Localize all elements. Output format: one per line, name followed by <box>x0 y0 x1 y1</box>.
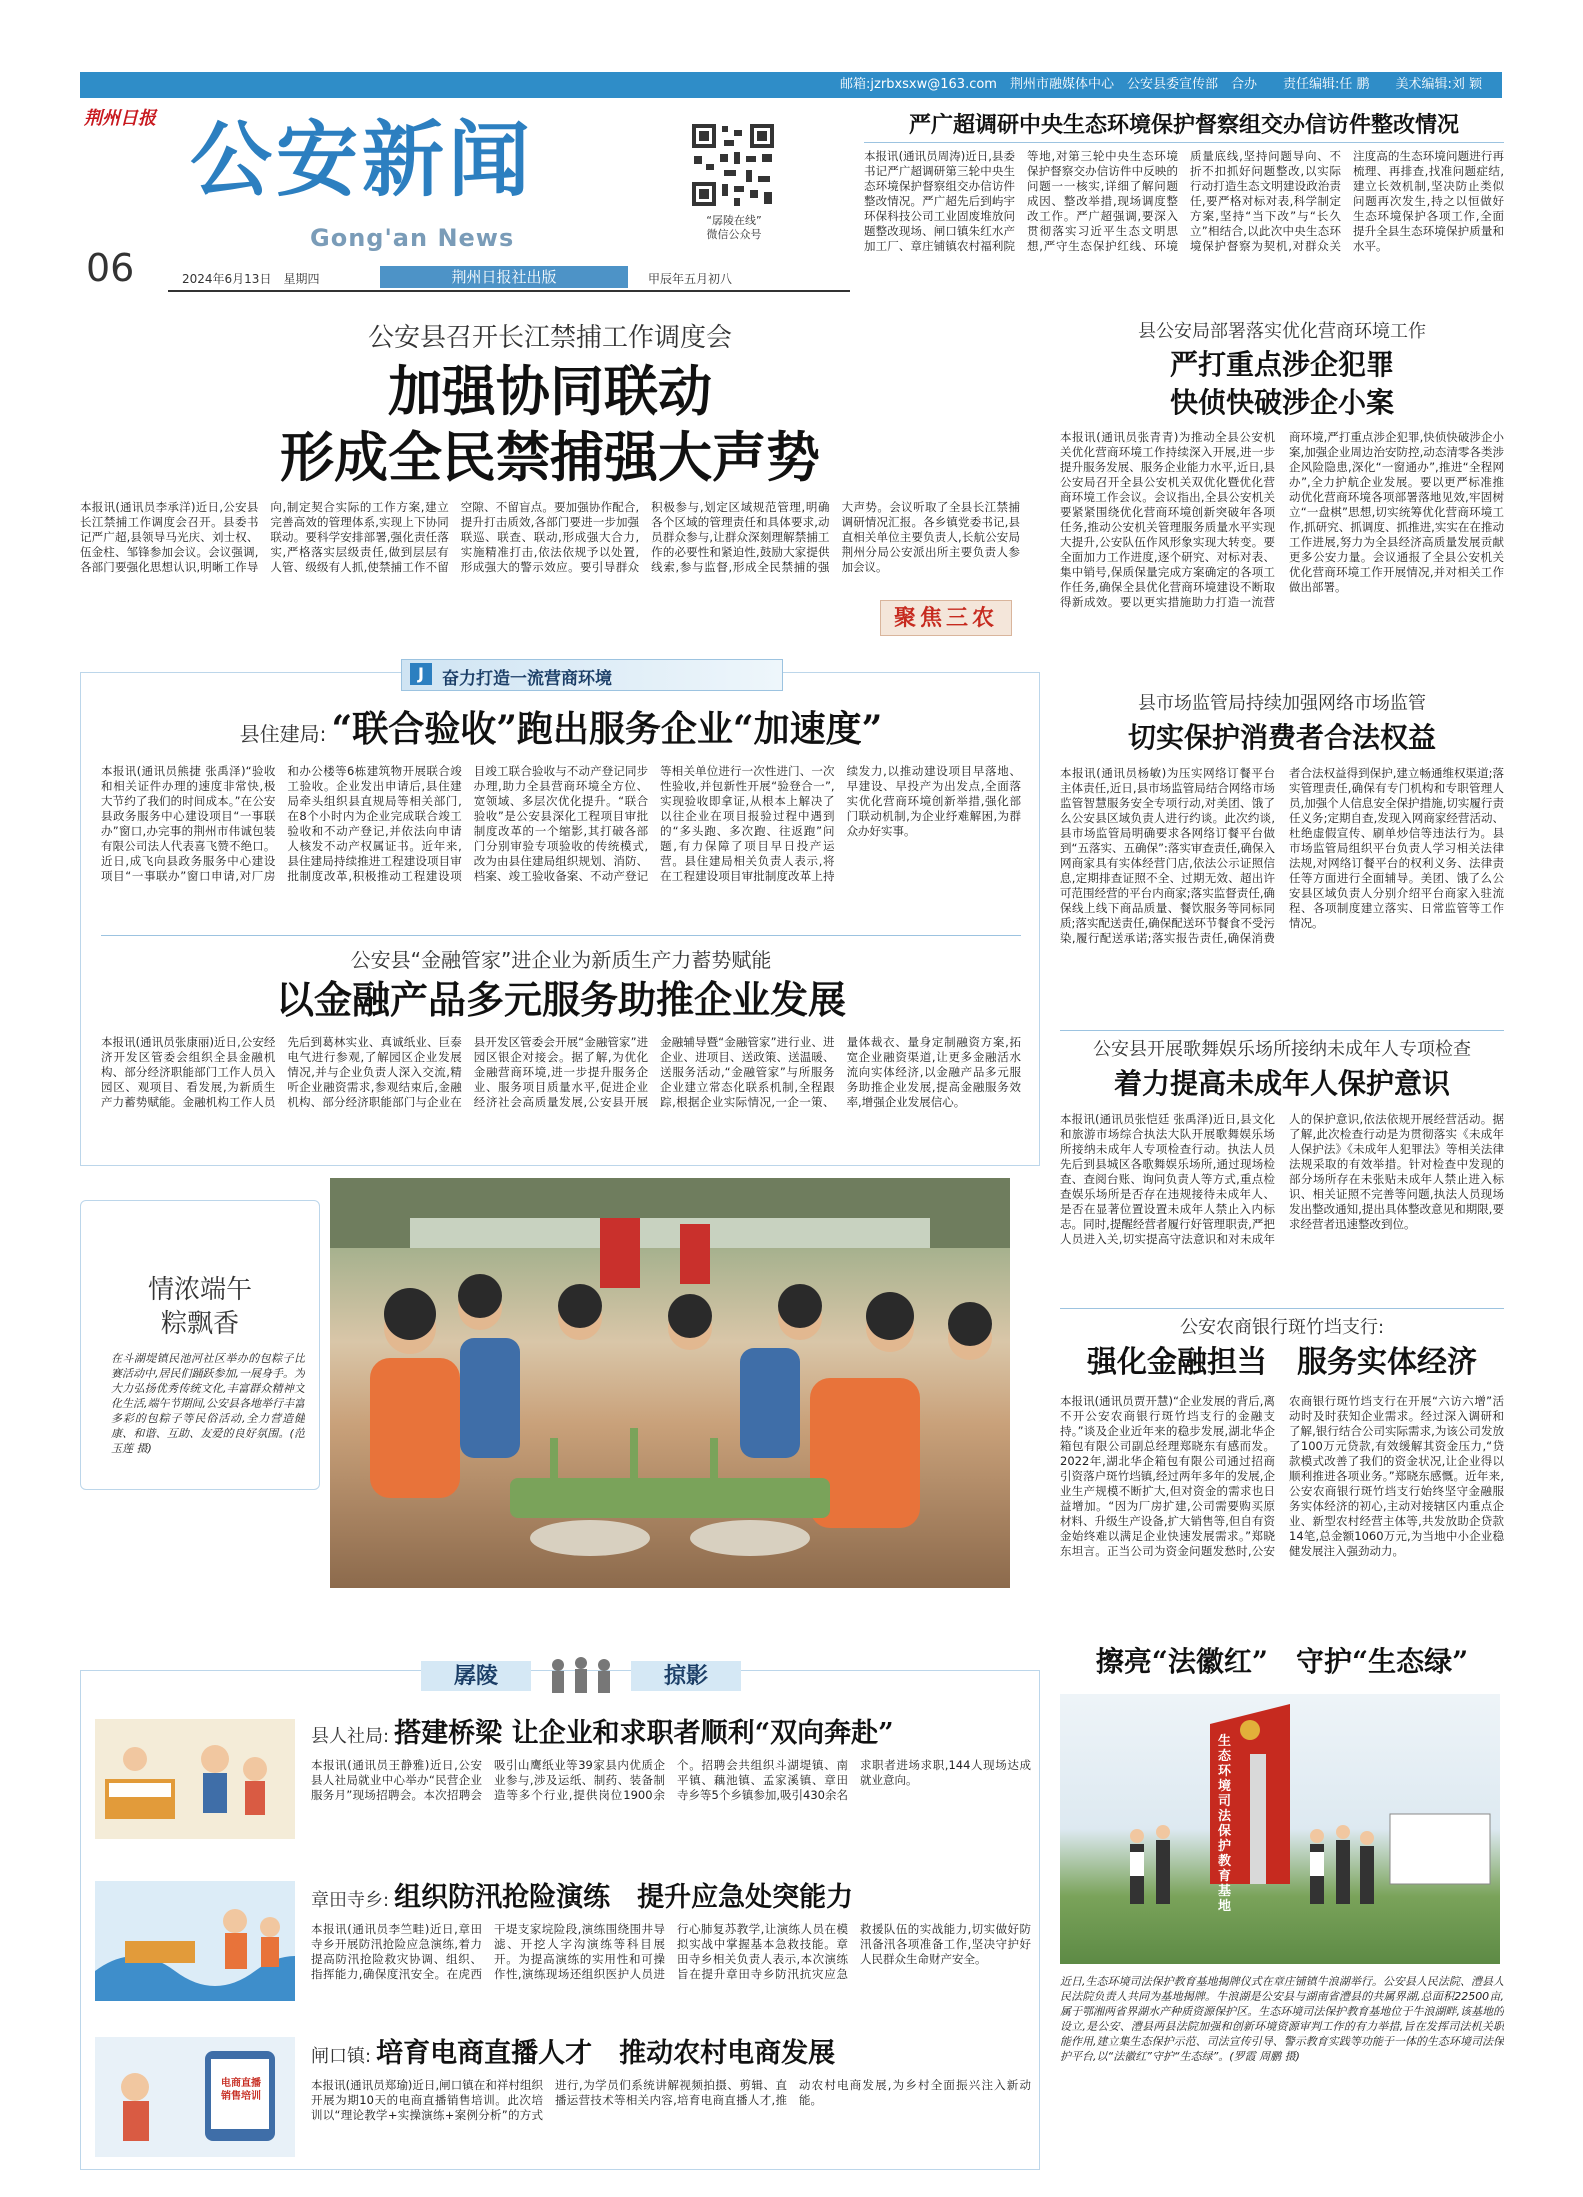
qr-code <box>688 120 778 210</box>
article-kicker: 公安县开展歌舞娱乐场所接纳未成年人专项检查 <box>1093 1039 1471 1060</box>
article-body: 本报讯(通讯员杨敏)为压实网络订餐平台主体责任,近日,县市场监管局结合网络市场监管智慧服务安全专项行动,对美团、饿了么公安县区域负责人进行约谈。此次约谈,县市场监管局明确要求各网络订餐平台做到“五落实、五确保”:落实审查责任,确保入网商家具有实体经营门店,依法公示证照信息,定期排查证照不全、过期无效、超出许可范围经营的平台内商家;落实监督责任,确保线上线下商品质量、餐饮服务等同标同质;落实配送责任,确保配送环节餐食不受污染,履行配送承诺;落实报告责任,确保消费者合法权益得到保护,建立畅通维权渠道;落实管理责任,确保有专门机构和专职管理人员,加强个人信息安全保护措施,切实履行责任义务;定期自查,发现入网商家经营活动、杜绝虚假宣传、刷单炒信等违法行为。县市场监管局组织平台负责人学习相关法律法规,对网络订餐平台的权利义务、法律责任等方面进行全面辅导。美团、饿了么公安县区域负责人分别介绍平台商家入驻流程、各项制度建立落实、日常监管等工作情况。 <box>1060 766 1504 945</box>
article-kicker: 县住建局: <box>239 722 327 746</box>
article-kicker: 县市场监管局持续加强网络市场监管 <box>1138 693 1426 714</box>
article-title: 严广超调研中央生态环境保护督察组交办信访件整改情况 <box>864 108 1504 143</box>
masthead <box>80 98 850 298</box>
photo-feature-caption: 在斗湖堤镇民池河社区举办的包粽子比赛活动中,居民们踊跃参加,一展身手。为大力弘扬优秀传统文化,丰富群众精神文化生活,端午节期间,公安县各地举行丰富多彩的包粽子等民俗活动,全力营造健康、和谐、互助、友爱的良好氛围。(范玉莲 摄) <box>111 1352 305 1455</box>
article-kicker: 公安农商银行斑竹垱支行: <box>1179 1317 1385 1338</box>
chenling-item-kicker: 章田寺乡: <box>311 1890 390 1911</box>
article-body: 本报讯(通讯员张青青)为推动全县公安机关优化营商环境工作持续深入开展,进一步提升服务发展、服务企业能力水平,近日,县公安局召开全县公安机关双优化暨优化营商环境工作会议。会议指出,全县公安机关要紧紧围绕优化营商环境创新突破年各项任务,推动公安机关管理服务质量水平实现大提升,公安队伍作风形象实现大转变。要全面加力工作进度,逐个研究、对标对表、集中销号,保质保量完成方案确定的各项工作任务,确保全县优化营商环境建设不断取得新成效。要以更实措施助力打造一流营商环境,严打重点涉企犯罪,快侦快破涉企小案,加强企业周边治安防控,动态清零各类涉企风险隐患,深化“一窗通办”,推进“全程网办”,全力护航企业发展。要以更严标准推动优化营商环境各项部署落地见效,牢固树立“一盘棋”思想,切实统筹优化营商环境工作,抓研究、抓调度、抓推进,实实在在推动工作进展,努力为全县经济高质量发展贡献更多公安力量。会议通报了全县公安机关优化营商环境工作开展情况,并对相关工作做出部署。 <box>1060 430 1504 609</box>
issue-date: 2024年6月13日 星期四 <box>182 272 320 286</box>
qr-code-icon <box>688 120 778 210</box>
page-number: 06 <box>86 246 135 290</box>
agriculture-stamp: 聚焦三农 <box>880 600 1012 636</box>
chenling-label-right: 掠影 <box>631 1661 741 1691</box>
chenling-item-body: 本报讯(通讯员郑瑜)近日,闸口镇在和祥村组织开展为期10天的电商直播销售培训。此次培训以“理论教学+实操演练+案例分析”的方式进行,为学员们系统讲解视频拍摄、剪辑、直播运营技术等相关内容,培育电商直播人才,推动农村电商发展,为乡村全面振兴注入新动能。 <box>311 2078 1031 2122</box>
article-law-ecology <box>1060 1640 1504 2180</box>
zongzi-photo <box>330 1178 1010 1588</box>
article-market-supervision <box>1060 690 1504 1026</box>
chenling-label-left: 孱陵 <box>421 1661 531 1691</box>
page-subtitle: Gong'an News <box>310 224 515 252</box>
article-title: 强化金融担当 服务实体经济 <box>1087 1345 1477 1380</box>
article-title: 切实保护消费者合法权益 <box>1127 721 1436 754</box>
section-divider <box>101 935 1021 936</box>
article-title: “联合验收”跑出服务企业“加速度” <box>331 708 883 750</box>
chenling-item-kicker: 闸口镇: <box>311 2046 372 2067</box>
article-title-line1: 严打重点涉企犯罪 <box>1169 348 1394 381</box>
right-divider-1 <box>1060 1030 1504 1031</box>
chenling-item-body: 本报讯(通讯员王静雅)近日,公安县人社局就业中心举办“民营企业服务月”现场招聘会。本次招聘会吸引山鹰纸业等39家县内优质企业参与,涉及运纸、制药、装备制造等多个行业,提供岗位1900余个。招聘会共组织斗湖堤镇、南平镇、藕池镇、孟家溪镇、章田寺乡等5个乡镇参加,吸引430余名求职者进场求职,144人现场达成就业意向。 <box>311 1758 1031 1802</box>
chenling-item-title: 组织防汛抢险演练 提升应急处突能力 <box>394 1882 854 1913</box>
brand-logo: 荆州日报 <box>84 108 156 129</box>
ecommerce-livestream-illustration-icon <box>95 2037 295 2157</box>
header-contact-bar: 邮箱:jzrbxsxw@163.com 荆州市融媒体中心 公安县委宣传部 合办 责任编辑:任 鹏 美术编辑:刘 颖 <box>80 72 1502 98</box>
article-body: 本报讯(通讯员熊捷 张禹泽)“验收和相关证件办理的速度非常快,极大节约了我们的时间成本。”在公安县政务服务中心建设项目“一事联办”窗口,办完事的荆州市伟诚包装有限公司法人代表喜飞赞不绝口。近日,成飞向县政务服务中心建设项目“一事联办”窗口申请,对厂房和办公楼等6栋建筑物开展联合竣工验收。企业发出申请后,县住建局牵头组织县直规局等相关部门,在8个小时内为企业完成联合竣工验收和不动产登记,并依法向申请人核发不动产权属证书。近年来,县住建局持续推进工程建设项目审批制度改革,积极推动工程建设项目竣工联合验收与不动产登记同步办理,助力全县营商环境全方位、宽领域、多层次优化提升。“联合验收”是公安县深化工程项目审批制度改革的一个缩影,其打破各部门分别审验专项验收的传统模式,改为由县住建局组织规划、消防、档案、竣工验收备案、不动产登记等相关单位进行一次性进门、一次性验收,并包新性开展“验登合一”,实现验收即拿证,从根本上解决了以往企业在项目报验过程中遇到的“多头跑、多次跑、往返跑”问题,有力保障了项目早日投产运营。县住建局相关负责人表示,将在工程建设项目审批制度改革上持续发力,以推动建设项目早落地、早建设、早投产为出发点,全面落实优化营商环境创新举措,强化部门联动机制,为企业纾难解困,为群众办好实事。 <box>101 764 1021 883</box>
article-finance <box>101 945 1021 1155</box>
article-title: 以金融产品多元服务助推企业发展 <box>275 977 846 1022</box>
qr-caption: “孱陵在线” 微信公众号 <box>706 214 762 241</box>
right-divider-2 <box>1060 1308 1504 1309</box>
article-bank <box>1060 1314 1504 1628</box>
job-fair-illustration-icon <box>95 1719 295 1839</box>
chenling-banner <box>421 1655 741 1695</box>
article-title-line2: 形成全民禁捕强大声势 <box>280 425 820 489</box>
article-kicker: 公安县“金融管家”进企业为新质生产力蓄势赋能 <box>350 948 772 972</box>
article-title: 着力提高未成年人保护意识 <box>1113 1067 1450 1100</box>
chenling-item-1 <box>311 1711 1031 1851</box>
article-body: 本报讯(通讯员李承洋)近日,公安县长江禁捕工作调度会召开。县委书记严广超,县领导马光庆、刘士权、伍金柱、邹锋参加会议。会议强调,各部门要强化思想认识,明晰工作导向,制定契合实际的工作方案,建立完善高效的管理体系,实现上下协同联动。要科学安排部署,强化责任落实,严格落实层级责任,做到层层有人管、级级有人抓,使禁捕工作不留空隙、不留盲点。要加强协作配合,提升打击质效,各部门要进一步加强联巡、联查、联动,形成强大合力,实施精准打击,依法依规予以处置,形成强大的警示效应。要引导群众积极参与,划定区域规范管理,明确各个区域的管理责任和具体要求,动员群众参与,让群众深刻理解禁捕工作的必要性和紧迫性,鼓励大家提供线索,参与监督,形成全民禁捕的强大声势。会议听取了全县长江禁捕调研情况汇报。各乡镇党委书记,县直相关单位主要负责人,长航公安局荆州分局公安派出所主要负责人参加会议。 <box>80 500 1020 574</box>
article-body: 本报讯(通讯员贾开慧)“企业发展的背后,离不开公安农商银行斑竹垱支行的金融支持。”谈及企业近年来的稳步发展,湖北华企箱包有限公司副总经理郑晓东有感而发。2022年,湖北华企箱包有限公司通过招商引资落户斑竹垱镇,经过两年多年的发展,企业生产规模不断扩大,但对资金的需求也日益增加。“因为厂房扩建,公司需要购买原材料、升级生产设备,扩大销售等,但自有资金始终难以满足企业快速发展需求。”郑晓东坦言。正当公司为资金问题发愁时,公安农商银行斑竹垱支行在开展“六访六增”活动时及时获知企业需求。经过深入调研和了解,银行结合公司实际需求,为该公司发放了100万元贷款,有效缓解其资金压力,“贷款模式改善了我们的资金状况,让企业得以顺利推进各项业务。”郑晓东感慨。近年来,公安农商银行斑竹垱支行始终坚守金融服务实体经济的初心,主动对接辖区内重点企业、新型农村经营主体等,共发放助企贷款14笔,总金额1060万元,为当地中小企业稳健发展注入强劲动力。 <box>1060 1394 1504 1558</box>
article-body: 本报讯(通讯员周涛)近日,县委书记严广超调研第三轮中央生态环境保护督察组交办信访件整改情况。严广超先后到屿宇环保科技公司工业固废堆放问题整改现场、闸口镇朱红水产加工厂、章庄铺镇农村福利院等地,对第三轮中央生态环境保护督察交办信访件中反映的问题一一核实,详细了解问题成因、整改举措,现场调度整改工作。严广超强调,要深入贯彻落实习近平生态文明思想,严守生态保护红线、环境质量底线,坚持问题导向、不折不扣抓好问题整改,以实际行动打造生态文明建设政治责任,要严格对标对表,科学制定方案,坚持“当下改”与“长久立”相结合,以此次中央生态环境保护督察为契机,对群众关注度高的生态环境问题进行再梳理、再排查,找准问题症结,建立长效机制,坚决防止类似问题再次发生,持之以恒做好生态环境保护各项工作,全面提升全县生态环境保护质量和水平。 <box>864 149 1504 253</box>
article-inspection <box>864 108 1504 304</box>
article-title-line1: 加强协同联动 <box>388 359 712 423</box>
business-section-frame <box>80 664 1040 1166</box>
section-banner <box>401 659 783 691</box>
section-banner-icon: J <box>410 663 432 685</box>
statue-icon <box>536 1655 626 1695</box>
chenling-section-frame <box>80 1663 1040 2170</box>
article-kicker: 公安县召开长江禁捕工作调度会 <box>367 323 732 353</box>
publisher-badge: 荆州日报社出版 <box>380 266 628 288</box>
flood-drill-illustration-icon <box>95 1881 295 2001</box>
article-fishing-ban <box>80 318 1020 648</box>
photo-feature-box <box>80 1200 320 1490</box>
zongzi-photo-illustration <box>330 1178 1010 1588</box>
ecology-base-photo <box>1060 1694 1500 1964</box>
ecology-monument-illustration <box>1060 1694 1500 1964</box>
chenling-item-2 <box>311 1875 1031 2015</box>
section-banner-label: 奋力打造一流营商环境 <box>442 669 612 689</box>
article-title-line2: 快侦快破涉企小案 <box>1169 386 1394 419</box>
ecommerce-livestream-label: 电商直播 销售培训 <box>221 2078 261 2102</box>
page-title: 公安新闻 <box>190 112 535 208</box>
article-body: 本报讯(通讯员张康丽)近日,公安经济开发区管委会组织全县金融机构、部分经济职能部门工作人员入园区、观项目、看发展,为新质生产力蓄势赋能。金融机构工作人员先后到葛林实业、真诚纸业、巨泰电气进行参观,了解园区企业发展情况,并与企业负责人深入交流,精听企业融资需求,参观结束后,金融机构、部分经济职能部门与企业在县开发区管委会开展“金融管家”进园区银企对接会。据了解,为优化金融营商环境,进一步提升服务企业、服务项目质量水平,促进企业经济社会高质量发展,公安县开展金融辅导暨“金融管家”进行业、进企业、进项目、送政策、送温暖、送服务活动,“金融管家”与所服务企业建立常态化联系机制,全程跟踪,根据企业实际情况,一企一策、量体裁衣、量身定制融资方案,拓宽企业融资渠道,让更多金融活水流向实体经济,以金融产品多元服务助推企业发展,提高金融服务效率,增强企业发展信心。 <box>101 1035 1021 1109</box>
chenling-item-3 <box>311 2031 1031 2161</box>
monument-sign-text: 生态环境司法保护教育基地 <box>1218 1734 1232 1914</box>
article-minors <box>1060 1036 1504 1316</box>
article-joint-acceptance <box>101 701 1021 931</box>
article-caption: 近日,生态环境司法保护教育基地揭牌仪式在章庄铺镇牛浪湖举行。公安县人民法院、澧县人民法院负责人共同为基地揭牌。牛浪湖是公安县与湖南省澧县的共属界湖,总面积22500亩,属于鄂湘两省界湖水产种质资源保护区。生态环境司法保护教育基地位于牛浪湖畔,该基地的设立,是公安、澧县两县法院加强和创新环境资源审判工作的有力举措,旨在发挥司法机关职能作用,建立集生态保护示范、司法宣传引导、警示教育实践等功能于一体的生态环境司法保护平台,以“法徽红”守护“生态绿”。(罗霞 周鹏 摄) <box>1060 1975 1504 2063</box>
article-kicker: 县公安局部署落实优化营商环境工作 <box>1138 321 1426 342</box>
article-body: 本报讯(通讯员张恺廷 张禹泽)近日,县文化和旅游市场综合执法大队开展歌舞娱乐场所接纳未成年人专项检查行动。执法人员先后到县城区各歌舞娱乐场所,通过现场检查、查阅台账、询问负责人等方式,重点检查娱乐场所是否存在违规接待未成年人、是否在显著位置设置未成年人禁止入内标志。同时,提醒经营者履行好管理职责,严把人员进入关,切实提高守法意识和对未成年人的保护意识,依法依规开展经营活动。据了解,此次检查行动是为贯彻落实《未成年人保护法》《未成年人犯罪法》等相关法律法规采取的有效举措。针对检查中发现的部分场所存在未张贴未成年人禁止进入标识、相关证照不完善等问题,执法人员现场发出整改通知,提出具体整改意见和期限,要求经营者迅速整改到位。 <box>1060 1112 1504 1246</box>
chenling-item-kicker: 县人社局: <box>311 1726 390 1747</box>
chenling-item-body: 本报讯(通讯员李竺畦)近日,章田寺乡开展防汛抢险应急演练,着力提高防汛抢险救灾协调、组织、指挥能力,确保度汛安全。在虎西干堤支家垸险段,演练围绕围井导滤、开挖人字沟演练等科目展开。为提高演练的实用性和可操作性,演练现场还组织医护人员进行心肺复苏教学,让演练人员在模拟实战中掌握基本急救技能。章田寺乡相关负责人表示,本次演练旨在提升章田寺乡防汛抗灾应急救援队伍的实战能力,切实做好防汛备汛各项准备工作,坚决守护好人民群众生命财产安全。 <box>311 1922 1031 1981</box>
chenling-item-title: 培育电商直播人才 推动农村电商发展 <box>376 2038 836 2069</box>
photo-feature-title-1: 情浓端午 <box>147 1275 252 1305</box>
masthead-rule <box>168 290 850 292</box>
chenling-item-title: 搭建桥梁 让企业和求职者顺利“双向奔赴” <box>394 1718 894 1749</box>
lunar-date: 甲辰年五月初八 <box>648 272 733 286</box>
photo-feature-title-2: 粽飘香 <box>160 1309 239 1339</box>
article-police-business <box>1060 318 1504 676</box>
article-title: 擦亮“法徽红” 守护“生态绿” <box>1095 1645 1469 1678</box>
